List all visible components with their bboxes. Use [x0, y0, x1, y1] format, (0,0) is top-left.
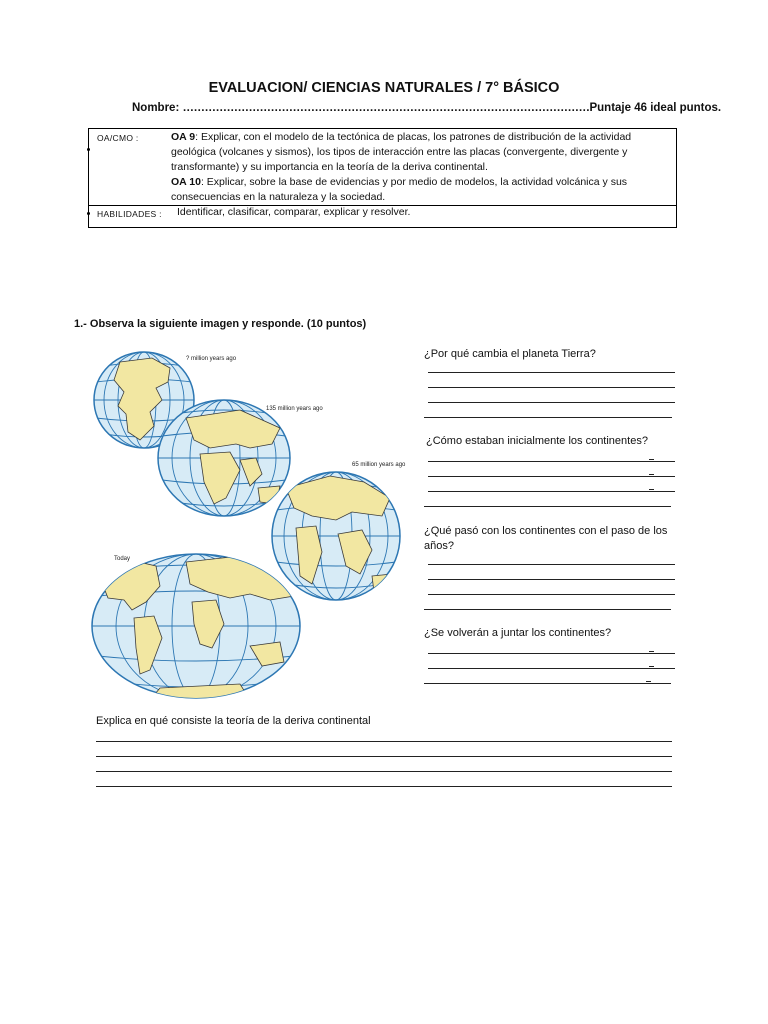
- globe-today: [92, 554, 300, 700]
- question-c: ¿Qué pasó con los continentes con el paso de los años?: [424, 525, 668, 552]
- answer-line-mark: [646, 681, 651, 682]
- oa10-body: : Explicar, sobre la base de evidencias y por medio de modelos, la actividad volcánica y sus consecuencias en la naturaleza y la sociedad.: [171, 176, 628, 204]
- globe-65-million: [272, 472, 400, 600]
- answer-line-mark: [649, 459, 654, 460]
- answer-line-mark: [649, 666, 654, 667]
- answer-line[interactable]: [428, 653, 675, 654]
- answer-line[interactable]: [428, 491, 675, 492]
- answer-line[interactable]: [96, 756, 672, 757]
- question-d: ¿Se volverán a juntar los continentes?: [424, 627, 612, 639]
- puntaje-text: Puntaje 46 ideal puntos.: [589, 102, 722, 114]
- globe-label-65: 65 million years ago: [352, 462, 406, 468]
- answer-line[interactable]: [428, 579, 675, 580]
- answer-line[interactable]: [96, 741, 672, 742]
- answer-line-mark: [649, 489, 654, 490]
- objectives-box: [88, 128, 677, 228]
- answer-line[interactable]: [428, 564, 675, 565]
- answer-line[interactable]: [96, 786, 672, 787]
- answer-line[interactable]: [96, 771, 672, 772]
- answer-line[interactable]: [428, 476, 675, 477]
- answer-line[interactable]: [424, 506, 671, 507]
- bullet-icon: [87, 212, 90, 215]
- answer-line[interactable]: [424, 609, 671, 610]
- question-b: ¿Cómo estaban inicialmente los continentes?: [426, 435, 648, 447]
- globe-label-135: 135 million years ago: [266, 406, 323, 412]
- question-a: ¿Por qué cambia el planeta Tierra?: [424, 348, 596, 360]
- oa9-text: [171, 130, 671, 176]
- nombre-label: Nombre:: [132, 102, 183, 114]
- oa-label: OA/CMO :: [97, 133, 139, 143]
- oa10-code: OA 10: [171, 176, 201, 188]
- answer-line-mark: [649, 474, 654, 475]
- answer-line[interactable]: [428, 387, 675, 388]
- bullet-icon: [87, 148, 90, 151]
- continental-drift-globes: [90, 348, 410, 700]
- answer-line[interactable]: [428, 594, 675, 595]
- oa9-code: OA 9: [171, 131, 196, 143]
- oa9-body: : Explicar, con el modelo de la tectónica de placas, los patrones de distribución de la actividad geológica (volcanes y sismos), los tipos de interacción entre las placas (convergente, divergente y transformante) y su importancia en la teoría de la deriva continental.: [171, 131, 632, 174]
- name-line: [132, 102, 721, 114]
- globe-135-million: [158, 400, 290, 516]
- nombre-blank[interactable]: …………………………………………………………………………………………………: [182, 102, 590, 114]
- globe-label-earliest: ? million years ago: [186, 356, 237, 362]
- answer-line[interactable]: [428, 668, 675, 669]
- habilidades-text: Identificar, clasificar, comparar, explicar y resolver.: [177, 206, 411, 218]
- oa10-text: [171, 175, 671, 205]
- answer-line[interactable]: [428, 372, 675, 373]
- question-1-heading: 1.- Observa la siguiente imagen y responde. (10 puntos): [74, 318, 367, 330]
- answer-line[interactable]: [424, 683, 671, 684]
- answer-line[interactable]: [424, 417, 672, 418]
- habilidades-label: HABILIDADES :: [97, 209, 162, 219]
- answer-line[interactable]: [428, 402, 675, 403]
- globe-label-today: Today: [114, 556, 131, 562]
- page-title: EVALUACION/ CIENCIAS NATURALES / 7° BÁSICO: [208, 80, 560, 96]
- explain-prompt: Explica en qué consiste la teoría de la deriva continental: [96, 715, 371, 727]
- answer-line[interactable]: [428, 461, 675, 462]
- answer-line-mark: [649, 651, 654, 652]
